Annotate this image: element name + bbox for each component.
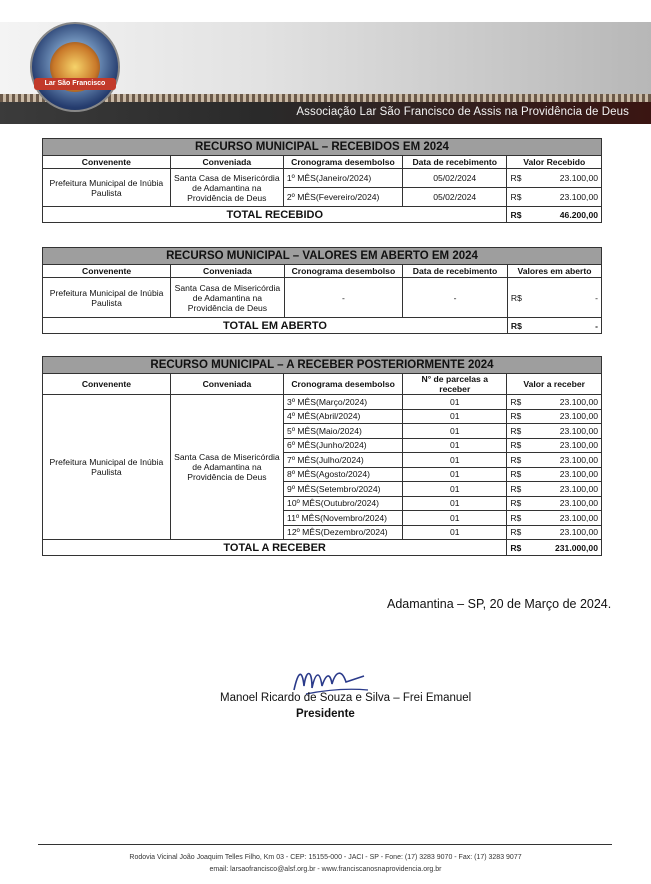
cell-cronograma: - bbox=[284, 278, 402, 318]
total-row bbox=[43, 207, 602, 223]
col-cronograma: Cronograma desembolso bbox=[284, 265, 402, 278]
cell-currency: R$ bbox=[507, 188, 527, 207]
cell-cronograma: 12º MÊS(Dezembro/2024) bbox=[284, 525, 403, 540]
footer-address: Rodovia Vicinal João Joaquim Telles Filho, Km 03 - CEP: 15155-000 - JACI - SP - Fone: (17) 3283 9070 - Fax: (17) 3283 9077 bbox=[129, 854, 522, 861]
cell-cronograma: 11º MÊS(Novembro/2024) bbox=[284, 511, 403, 526]
cell-currency: R$ bbox=[507, 278, 527, 318]
cell-data: 05/02/2024 bbox=[402, 188, 507, 207]
cell-cronograma: 3º MÊS(Março/2024) bbox=[284, 395, 403, 410]
cell-parcelas: 01 bbox=[403, 482, 507, 497]
signatory-role: Presidente bbox=[296, 708, 355, 720]
total-label: TOTAL EM ABERTO bbox=[43, 318, 508, 334]
cell-currency: R$ bbox=[507, 395, 527, 410]
cell-valor: 23.100,00 bbox=[527, 482, 601, 497]
col-parcelas: N° de parcelas a receber bbox=[403, 374, 507, 395]
table-title: RECURSO MUNICIPAL – A RECEBER POSTERIORMENTE 2024 bbox=[43, 357, 602, 374]
cell-currency: R$ bbox=[507, 438, 527, 453]
cell-currency: R$ bbox=[507, 467, 527, 482]
letterhead-banner bbox=[0, 22, 651, 130]
total-value: 231.000,00 bbox=[527, 540, 601, 556]
organization-title: Associação Lar São Francisco de Assis na Providência de Deus bbox=[296, 106, 629, 118]
cell-conveniada: Santa Casa de Misericórdia de Adamantina na Providência de Deus bbox=[170, 169, 283, 207]
col-valor-recebido: Valor Recebido bbox=[507, 156, 602, 169]
total-row bbox=[43, 540, 602, 556]
cell-parcelas: 01 bbox=[403, 453, 507, 468]
cell-parcelas: 01 bbox=[403, 511, 507, 526]
total-label: TOTAL A RECEBER bbox=[43, 540, 507, 556]
cell-currency: R$ bbox=[507, 409, 527, 424]
cell-valor: 23.100,00 bbox=[527, 409, 601, 424]
cell-cronograma: 9º MÊS(Setembro/2024) bbox=[284, 482, 403, 497]
col-valores-em-aberto: Valores em aberto bbox=[507, 265, 601, 278]
col-data-recebimento: Data de recebimento bbox=[402, 156, 507, 169]
cell-parcelas: 01 bbox=[403, 424, 507, 439]
col-data-recebimento: Data de recebimento bbox=[403, 265, 508, 278]
place-and-date: Adamantina – SP, 20 de Março de 2024. bbox=[387, 597, 612, 611]
cell-valor: - bbox=[528, 278, 602, 318]
footer-contact: email: larsaofrancisco@alsf.org.br - www.franciscanosnaprovidencia.org.br bbox=[209, 866, 442, 873]
cell-conveniada: Santa Casa de Misericórdia de Adamantina na Providência de Deus bbox=[170, 395, 283, 540]
table-recebidos bbox=[42, 138, 602, 223]
cell-valor: 23.100,00 bbox=[527, 525, 601, 540]
col-conveniada: Conveniada bbox=[170, 374, 283, 395]
cell-currency: R$ bbox=[507, 496, 527, 511]
cell-cronograma: 5º MÊS(Maio/2024) bbox=[284, 424, 403, 439]
cell-conveniada: Santa Casa de Misericórdia de Adamantina na Providência de Deus bbox=[171, 278, 285, 318]
total-currency: R$ bbox=[507, 318, 527, 334]
table-title: RECURSO MUNICIPAL – RECEBIDOS EM 2024 bbox=[43, 139, 602, 156]
col-cronograma: Cronograma desembolso bbox=[283, 156, 402, 169]
signatory-name: Manoel Ricardo de Souza e Silva – Frei Emanuel bbox=[220, 692, 472, 704]
cell-cronograma: 6º MÊS(Junho/2024) bbox=[284, 438, 403, 453]
total-currency: R$ bbox=[507, 207, 527, 223]
total-value: 46.200,00 bbox=[527, 207, 601, 223]
cell-valor: 23.100,00 bbox=[527, 496, 601, 511]
total-value: - bbox=[528, 318, 602, 334]
cell-currency: R$ bbox=[507, 511, 527, 526]
cell-valor: 23.100,00 bbox=[527, 395, 601, 410]
cell-parcelas: 01 bbox=[403, 496, 507, 511]
cell-valor: 23.100,00 bbox=[527, 424, 601, 439]
cell-cronograma: 8º MÊS(Agosto/2024) bbox=[284, 467, 403, 482]
cell-parcelas: 01 bbox=[403, 438, 507, 453]
cell-data: - bbox=[403, 278, 508, 318]
cell-currency: R$ bbox=[507, 424, 527, 439]
cell-valor: 23.100,00 bbox=[527, 467, 601, 482]
col-conveniada: Conveniada bbox=[170, 156, 283, 169]
col-valor-a-receber: Valor a receber bbox=[507, 374, 602, 395]
cell-cronograma: 10º MÊS(Outubro/2024) bbox=[284, 496, 403, 511]
cell-currency: R$ bbox=[507, 482, 527, 497]
cell-valor: 23.100,00 bbox=[527, 438, 601, 453]
total-row bbox=[43, 318, 602, 334]
table-row bbox=[43, 395, 602, 410]
col-convenente: Convenente bbox=[43, 374, 171, 395]
cell-cronograma: 4º MÊS(Abril/2024) bbox=[284, 409, 403, 424]
cell-valor: 23.100,00 bbox=[527, 453, 601, 468]
footer-divider bbox=[38, 844, 612, 845]
cell-cronograma: 2º MÊS(Fevereiro/2024) bbox=[283, 188, 402, 207]
cell-parcelas: 01 bbox=[403, 409, 507, 424]
table-row bbox=[43, 278, 602, 318]
table-em-aberto bbox=[42, 247, 602, 334]
logo-ribbon: Lar São Francisco bbox=[34, 78, 116, 90]
organization-logo bbox=[30, 22, 120, 112]
cell-cronograma: 1º MÊS(Janeiro/2024) bbox=[283, 169, 402, 188]
cell-parcelas: 01 bbox=[403, 525, 507, 540]
total-label: TOTAL RECEBIDO bbox=[43, 207, 507, 223]
cell-valor: 23.100,00 bbox=[527, 511, 601, 526]
col-convenente: Convenente bbox=[43, 265, 171, 278]
cell-valor: 23.100,00 bbox=[527, 188, 601, 207]
col-convenente: Convenente bbox=[43, 156, 171, 169]
total-currency: R$ bbox=[507, 540, 527, 556]
cell-currency: R$ bbox=[507, 525, 527, 540]
col-conveniada: Conveniada bbox=[171, 265, 285, 278]
table-row bbox=[43, 169, 602, 188]
cell-currency: R$ bbox=[507, 453, 527, 468]
col-cronograma: Cronograma desembolso bbox=[284, 374, 403, 395]
table-title: RECURSO MUNICIPAL – VALORES EM ABERTO EM 2024 bbox=[43, 248, 602, 265]
cell-parcelas: 01 bbox=[403, 395, 507, 410]
cell-convenente: Prefeitura Municipal de Inúbia Paulista bbox=[43, 169, 171, 207]
cell-cronograma: 7º MÊS(Julho/2024) bbox=[284, 453, 403, 468]
cell-parcelas: 01 bbox=[403, 467, 507, 482]
cell-convenente: Prefeitura Municipal de Inúbia Paulista bbox=[43, 278, 171, 318]
cell-currency: R$ bbox=[507, 169, 527, 188]
cell-data: 05/02/2024 bbox=[402, 169, 507, 188]
cell-valor: 23.100,00 bbox=[527, 169, 601, 188]
table-a-receber bbox=[42, 356, 602, 556]
cell-convenente: Prefeitura Municipal de Inúbia Paulista bbox=[43, 395, 171, 540]
